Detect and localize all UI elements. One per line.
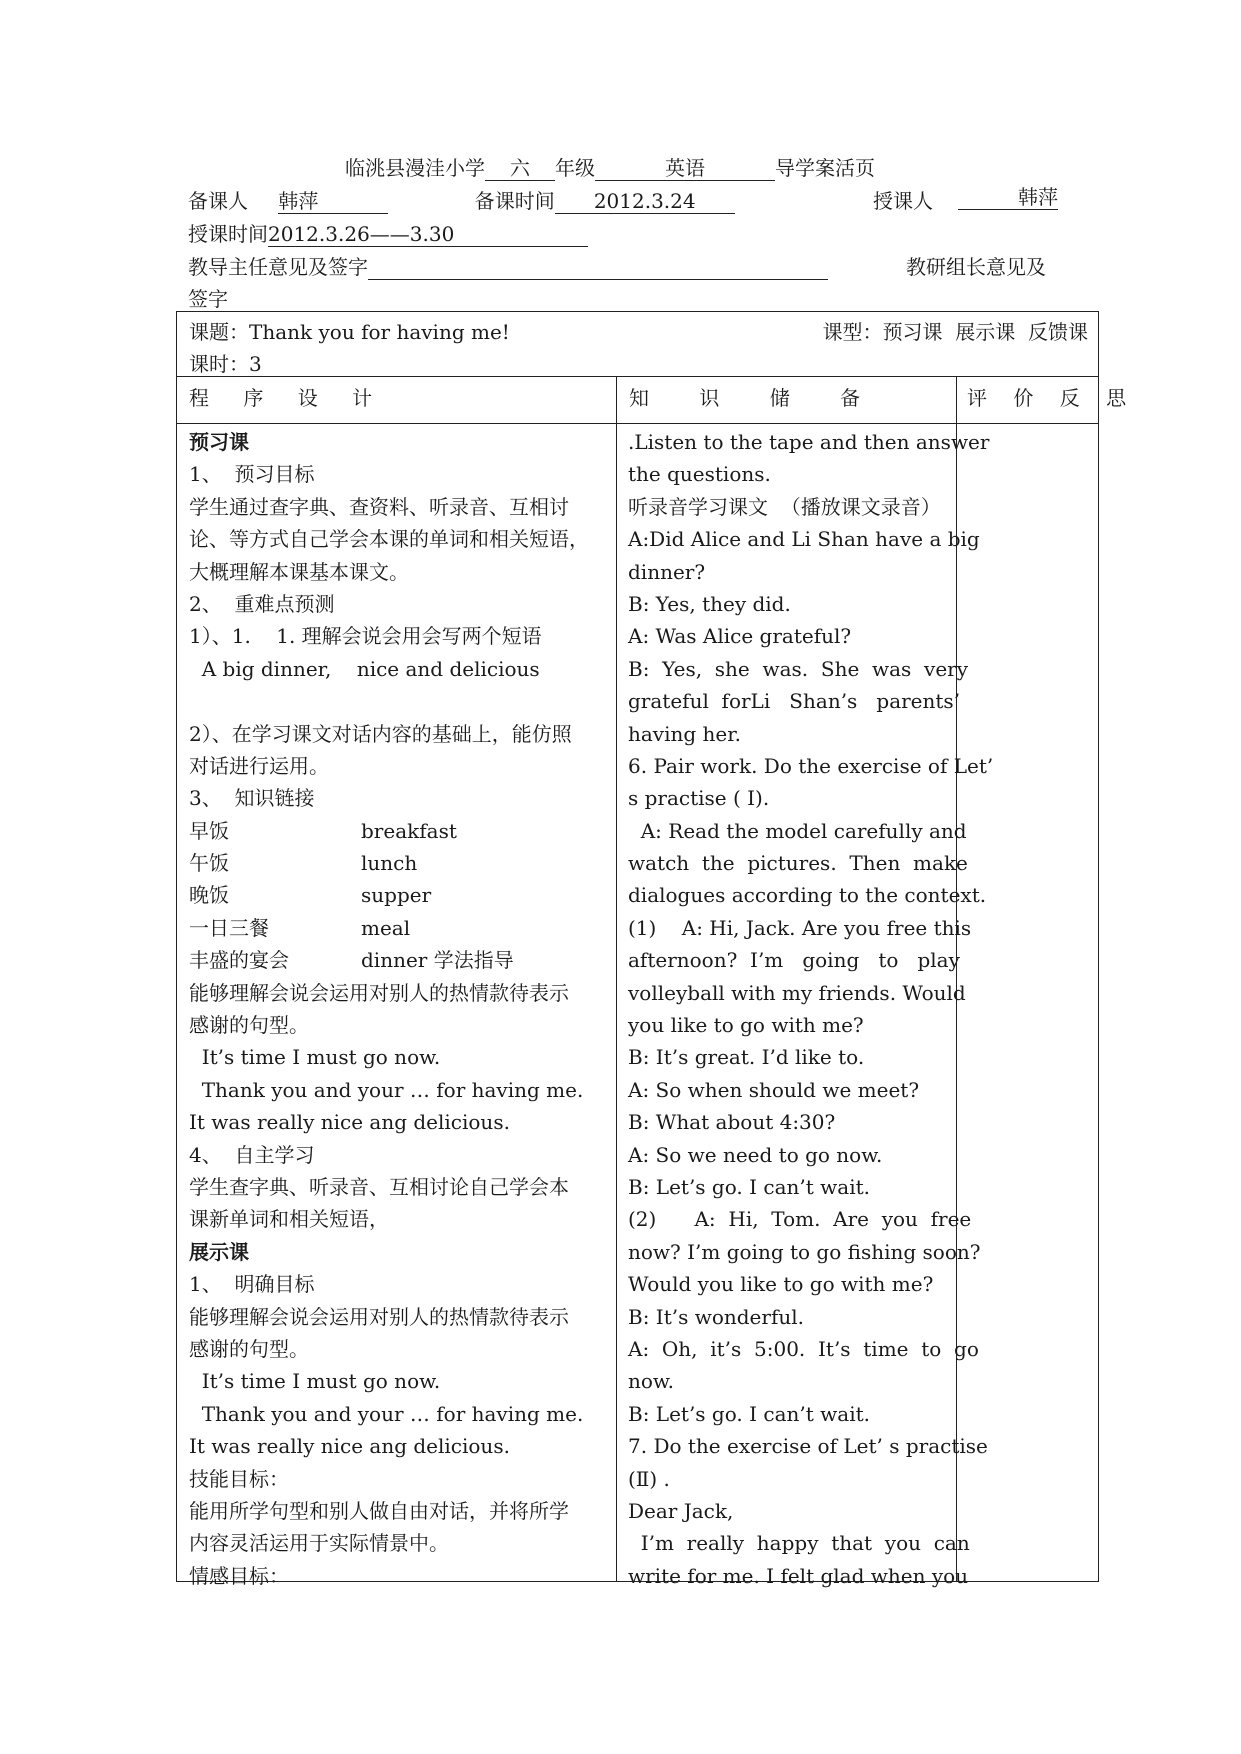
subject-value: 英语 <box>595 156 775 181</box>
grade-suffix: 年级 <box>555 156 595 180</box>
knowledge-line: grateful forLi Shan’s parents’ <box>628 689 961 714</box>
teach-time-value: 2012.3.26——3.30 <box>268 222 588 247</box>
procedure-line: 午饭 <box>189 851 229 876</box>
document-title <box>345 152 875 181</box>
vocab-english: breakfast <box>361 818 457 843</box>
grade-value: 六 <box>485 156 555 181</box>
prep-time-label: 备课时间 <box>474 189 555 213</box>
director-label: 教导主任意见及签字 <box>188 255 368 279</box>
knowledge-line: A:Did Alice and Li Shan have a big <box>628 527 980 552</box>
procedure-line: 3、 知识链接 <box>189 786 315 811</box>
knowledge-line: now. <box>628 1369 675 1394</box>
type-display: 展示课 <box>955 320 1016 344</box>
procedure-line: 一日三餐 <box>189 915 269 940</box>
procedure-line: 情感目标： <box>189 1563 289 1588</box>
sign-line <box>228 287 728 312</box>
group-leader-label: 教研组长意见及 <box>906 255 1046 279</box>
knowledge-line: Dear Jack, <box>628 1498 734 1523</box>
knowledge-line: the questions. <box>628 462 771 487</box>
knowledge-line: dinner? <box>628 559 706 584</box>
procedure-line: 2）、在学习课文对话内容的基础上，能仿照 <box>189 721 572 746</box>
knowledge-line: (1) A: Hi, Jack. Are you free this <box>628 915 972 940</box>
knowledge-line: B: It’s wonderful. <box>628 1304 804 1329</box>
procedure-line: 1、 明确目标 <box>189 1272 315 1297</box>
procedure-line: 学生查字典、听录音、互相讨论自己学会本 <box>189 1174 569 1199</box>
teach-time-label: 授课时间 <box>188 222 268 246</box>
teacher-value: 韩萍 <box>958 185 1058 210</box>
procedure-line: It’s time I must go now. <box>189 1045 441 1070</box>
vocab-english: supper <box>361 883 432 908</box>
hours-value: 3 <box>249 352 262 376</box>
knowledge-column <box>628 426 994 1592</box>
procedure-line: 早饭 <box>189 818 229 843</box>
knowledge-line: A: So we need to go now. <box>628 1142 883 1167</box>
procedure-line: 论、等方式自己学会本课的单词和相关短语， <box>189 527 589 552</box>
procedure-line: 展示课 <box>189 1239 249 1264</box>
procedure-line: 对话进行运用。 <box>189 753 329 778</box>
hours-label: 课时： <box>189 352 249 376</box>
director-row <box>188 251 1068 280</box>
knowledge-line: 7. Do the exercise of Let’ s practise <box>628 1434 988 1459</box>
knowledge-line: dialogues according to the context. <box>628 883 987 908</box>
topic-value: Thank you for having me! <box>249 320 510 344</box>
preparer-label: 备课人 <box>188 189 248 213</box>
procedure-line: 感谢的句型。 <box>189 1013 309 1038</box>
topic-cell <box>189 316 510 345</box>
type-label: 课型： <box>822 320 883 344</box>
topic-label: 课题： <box>189 320 249 344</box>
knowledge-line: A: So when should we meet? <box>628 1077 920 1102</box>
knowledge-line: B: Let’s go. I can’t wait. <box>628 1174 870 1199</box>
procedure-line: 大概理解本课基本课文。 <box>189 559 409 584</box>
knowledge-line: having her. <box>628 721 741 746</box>
procedure-line: 1、 预习目标 <box>189 462 315 487</box>
knowledge-line: B: Yes, they did. <box>628 591 791 616</box>
col-header-knowledge: 知 识 储 备 <box>629 386 883 410</box>
procedure-line: It was really nice ang delicious. <box>189 1434 510 1459</box>
procedure-line: 学生通过查字典、查资料、听录音、互相讨 <box>189 494 569 519</box>
knowledge-line: B: What about 4:30? <box>628 1110 836 1135</box>
knowledge-line: Would you like to go with me? <box>628 1272 934 1297</box>
prep-time-value: 2012.3.24 <box>555 189 735 214</box>
title-suffix: 导学案活页 <box>775 156 875 180</box>
procedure-line: Thank you and your … for having me. <box>189 1401 584 1426</box>
knowledge-line: B: Let’s go. I can’t wait. <box>628 1401 870 1426</box>
procedure-line: 1）、1. 1. 理解会说会用会写两个短语 <box>189 624 542 649</box>
knowledge-line: A: Read the model carefully and <box>628 818 967 843</box>
knowledge-line: you like to go with me? <box>628 1013 864 1038</box>
knowledge-line: s practise ( Ⅰ). <box>628 786 770 811</box>
procedure-line: 丰盛的宴会 <box>189 948 289 973</box>
preparer-value: 韩萍 <box>278 189 388 214</box>
procedure-line: A big dinner, nice and delicious <box>189 656 540 681</box>
knowledge-line: (2) A: Hi, Tom. Are you free <box>628 1207 972 1232</box>
procedure-line: 能够理解会说会运用对别人的热情款待表示 <box>189 980 569 1005</box>
knowledge-line: afternoon? I’m going to play <box>628 948 960 973</box>
procedure-line: 内容灵活运用于实际情景中。 <box>189 1531 449 1556</box>
teacher-label: 授课人 <box>873 189 933 213</box>
procedure-line: 预习课 <box>189 430 249 454</box>
knowledge-line: 听录音学习课文 （播放课文录音） <box>628 494 941 519</box>
col-header-procedure: 程 序 设 计 <box>189 386 387 410</box>
type-feedback: 反馈课 <box>1028 320 1088 344</box>
vocab-english: meal <box>361 915 411 940</box>
knowledge-line: volleyball with my friends. Would <box>628 980 966 1005</box>
knowledge-line: now? I’m going to go fishing soon? <box>628 1239 981 1264</box>
procedure-line: 4、 自主学习 <box>189 1142 315 1167</box>
knowledge-line: .Listen to the tape and then answer <box>628 430 990 454</box>
procedure-line: Thank you and your … for having me. <box>189 1077 584 1102</box>
knowledge-line: (Ⅱ) . <box>628 1466 670 1491</box>
col-header-evaluation: 评 价 反 思 <box>967 386 1137 410</box>
procedure-line: 课新单词和相关短语， <box>189 1207 389 1232</box>
knowledge-line: I’m really happy that you can <box>628 1531 970 1556</box>
hours-cell <box>189 348 262 377</box>
procedure-line: 能够理解会说会运用对别人的热情款待表示 <box>189 1304 569 1329</box>
knowledge-line: 6. Pair work. Do the exercise of Let’ <box>628 753 994 778</box>
sign-row <box>188 283 728 312</box>
procedure-line: 2、 重难点预测 <box>189 591 335 616</box>
lesson-plan-table <box>176 311 1137 1588</box>
procedure-line: 能用所学句型和别人做自由对话，并将所学 <box>189 1498 569 1523</box>
vocab-english: dinner 学法指导 <box>361 948 514 973</box>
procedure-line: It’s time I must go now. <box>189 1369 441 1394</box>
vocab-column <box>361 426 611 977</box>
knowledge-line: A: Was Alice grateful? <box>628 624 852 649</box>
type-preview: 预习课 <box>882 320 943 344</box>
knowledge-line: write for me. I felt glad when you <box>628 1563 969 1588</box>
procedure-line: 技能目标： <box>189 1466 289 1491</box>
knowledge-line: watch the pictures. Then make <box>628 851 968 876</box>
sign-label: 签字 <box>188 287 228 311</box>
teach-time-row <box>188 218 588 247</box>
school-name: 临洮县漫洼小学 <box>345 156 485 180</box>
vocab-english: lunch <box>361 851 418 876</box>
knowledge-line: B: Yes, she was. She was very <box>628 656 969 681</box>
preparer-row <box>188 185 1058 214</box>
knowledge-line: B: It’s great. I’d like to. <box>628 1045 865 1070</box>
knowledge-line: A: Oh, it’s 5:00. It’s time to go <box>628 1336 979 1361</box>
procedure-line: It was really nice ang delicious. <box>189 1110 510 1135</box>
procedure-line: 感谢的句型。 <box>189 1336 309 1361</box>
director-signature-line <box>368 255 828 280</box>
procedure-line: 晚饭 <box>189 883 229 908</box>
lesson-type-cell <box>823 316 1088 345</box>
